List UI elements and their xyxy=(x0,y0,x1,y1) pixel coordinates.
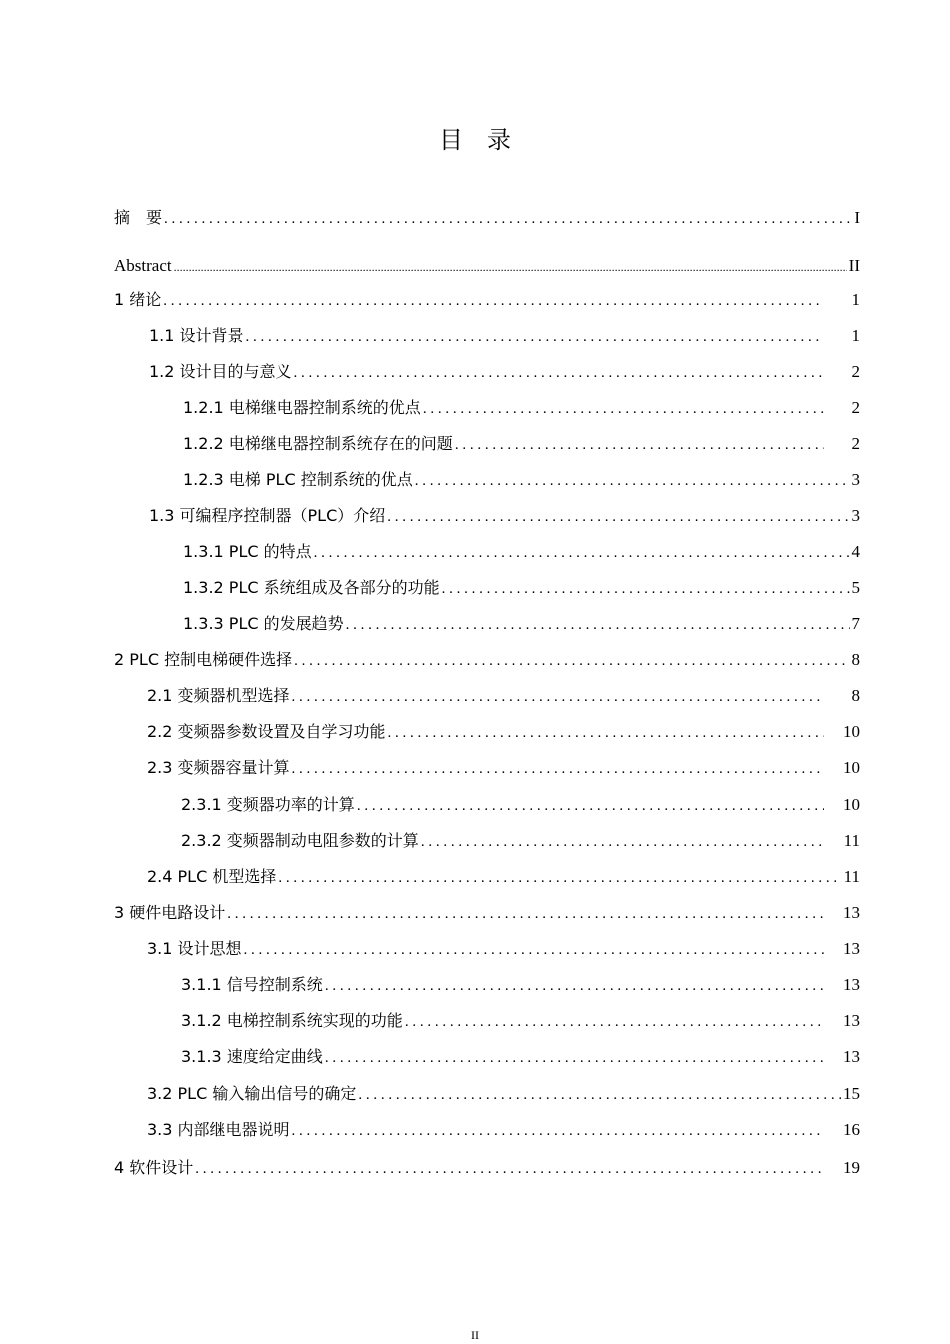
toc-entry-1-1[interactable] xyxy=(149,324,860,348)
toc-entry-label: 4 软件设计 xyxy=(114,1158,194,1177)
toc-entry-1-3-1[interactable] xyxy=(183,540,860,564)
toc-leader-dots xyxy=(227,902,824,926)
toc-leader-dots xyxy=(325,1046,824,1070)
toc-entry-2-3-2[interactable] xyxy=(181,829,860,853)
toc-entry-chapter-3[interactable] xyxy=(114,901,860,925)
toc-leader-dots xyxy=(415,469,850,493)
toc-entry-1-3-2[interactable] xyxy=(183,576,860,600)
toc-entry-chapter-4[interactable] xyxy=(114,1156,860,1180)
toc-entry-label: Abstract xyxy=(114,256,172,275)
toc-entry-label: 3.1 设计思想 xyxy=(147,939,242,958)
toc-entry-1-3[interactable] xyxy=(149,504,860,528)
toc-entry-2-3[interactable] xyxy=(147,756,860,780)
toc-entry-label: 3.3 内部继电器说明 xyxy=(147,1120,290,1139)
toc-entry-page: 1 xyxy=(851,290,860,309)
toc-entry-label: 1.3.3 PLC 的发展趋势 xyxy=(183,614,344,633)
toc-leader-dots xyxy=(244,938,824,962)
toc-entry-page: 4 xyxy=(851,542,860,561)
toc-entry-page: 13 xyxy=(843,975,860,994)
toc-entry-label: 1.2 设计目的与意义 xyxy=(149,362,292,381)
toc-entry-label: 1 绪论 xyxy=(114,290,162,309)
footer-page-number: II xyxy=(471,1328,479,1342)
toc-entry-label: 3 硬件电路设计 xyxy=(114,903,226,922)
toc-entry-page: 13 xyxy=(843,1047,860,1066)
toc-entry-1-2[interactable] xyxy=(149,360,860,384)
toc-entry-page: 19 xyxy=(843,1158,860,1177)
toc-leader-dots xyxy=(421,830,824,854)
toc-entry-3-3[interactable] xyxy=(147,1118,860,1142)
toc-entry-label: 2.1 变频器机型选择 xyxy=(147,686,290,705)
toc-entry-label: 3.1.1 信号控制系统 xyxy=(181,975,323,994)
toc-entry-page: 13 xyxy=(843,1011,860,1030)
toc-entry-page: 10 xyxy=(843,758,860,777)
toc-entry-abstract-en[interactable] xyxy=(114,254,860,278)
toc-entry-page: 2 xyxy=(851,362,860,381)
toc-leader-dots xyxy=(442,577,850,601)
toc-entry-page: 8 xyxy=(851,650,860,669)
toc-entry-page: 10 xyxy=(843,722,860,741)
toc-entry-3-2[interactable] xyxy=(147,1082,860,1106)
toc-entry-label: 3.1.3 速度给定曲线 xyxy=(181,1047,323,1066)
toc-entry-label: 3.2 PLC 输入输出信号的确定 xyxy=(147,1084,357,1103)
toc-entry-page: 10 xyxy=(843,795,860,814)
toc-entry-2-4[interactable] xyxy=(147,865,860,889)
toc-entry-1-2-3[interactable] xyxy=(183,468,860,492)
toc-leader-dots xyxy=(174,255,847,279)
toc-entry-label: 3.1.2 电梯控制系统实现的功能 xyxy=(181,1011,403,1030)
toc-entry-label: 2.4 PLC 机型选择 xyxy=(147,867,277,886)
toc-leader-dots xyxy=(423,397,824,421)
toc-entry-page: 11 xyxy=(843,867,860,886)
toc-entry-3-1-1[interactable] xyxy=(181,973,860,997)
toc-entry-page: 7 xyxy=(851,614,860,633)
toc-entry-3-1-2[interactable] xyxy=(181,1009,860,1033)
toc-entry-2-2[interactable] xyxy=(147,720,860,744)
toc-entry-label: 1.3.2 PLC 系统组成及各部分的功能 xyxy=(183,578,440,597)
toc-entry-3-1-3[interactable] xyxy=(181,1045,860,1069)
toc-leader-dots xyxy=(346,613,850,637)
toc-leader-dots xyxy=(246,325,824,349)
toc-entry-page: 3 xyxy=(851,506,860,525)
toc-entry-page: 2 xyxy=(851,398,860,417)
toc-entry-page: 13 xyxy=(843,939,860,958)
toc-entry-page: 15 xyxy=(843,1084,860,1103)
toc-entry-1-2-2[interactable] xyxy=(183,432,860,456)
toc-leader-dots xyxy=(164,207,852,231)
toc-leader-dots xyxy=(294,649,849,673)
toc-leader-dots xyxy=(325,974,824,998)
toc-entry-1-3-3[interactable] xyxy=(183,612,860,636)
toc-entry-page: 11 xyxy=(843,831,860,850)
toc-entry-2-3-1[interactable] xyxy=(181,793,860,817)
toc-entry-label: 1.1 设计背景 xyxy=(149,326,244,345)
toc-entry-label: 1.2.3 电梯 PLC 控制系统的优点 xyxy=(183,470,413,489)
toc-entry-2-1[interactable] xyxy=(147,684,860,708)
toc-entry-label: 2.3.2 变频器制动电阻参数的计算 xyxy=(181,831,419,850)
toc-entry-label: 2.2 变频器参数设置及自学习功能 xyxy=(147,722,386,741)
toc-entry-label: 2 PLC 控制电梯硬件选择 xyxy=(114,650,293,669)
toc-entry-label: 2.3 变频器容量计算 xyxy=(147,758,290,777)
toc-leader-dots xyxy=(292,757,824,781)
toc-entry-page: II xyxy=(848,256,860,275)
toc-entry-page: 3 xyxy=(851,470,860,489)
page-title: 目 录 xyxy=(439,126,511,154)
toc-entry-label: 摘 要 xyxy=(114,208,163,227)
toc-entry-label: 1.3.1 PLC 的特点 xyxy=(183,542,312,561)
toc-entry-page: 1 xyxy=(851,326,860,345)
toc-entry-page: 5 xyxy=(851,578,860,597)
toc-leader-dots xyxy=(292,685,824,709)
toc-leader-dots xyxy=(314,541,850,565)
toc-entry-page: 8 xyxy=(851,686,860,705)
toc-entry-label: 1.2.1 电梯继电器控制系统的优点 xyxy=(183,398,421,417)
toc-leader-dots xyxy=(292,1119,824,1143)
toc-entry-label: 1.3 可编程序控制器（PLC）介绍 xyxy=(149,506,386,525)
toc-entry-1-2-1[interactable] xyxy=(183,396,860,420)
toc-entry-page: 2 xyxy=(851,434,860,453)
toc-leader-dots xyxy=(388,721,824,745)
toc-leader-dots xyxy=(195,1157,824,1181)
toc-leader-dots xyxy=(405,1010,824,1034)
toc-leader-dots xyxy=(455,433,824,457)
toc-leader-dots xyxy=(387,505,849,529)
toc-entry-chapter-2[interactable] xyxy=(114,648,860,672)
toc-leader-dots xyxy=(358,1083,841,1107)
toc-leader-dots xyxy=(357,794,824,818)
toc-entry-label: 1.2.2 电梯继电器控制系统存在的问题 xyxy=(183,434,453,453)
toc-entry-page: 13 xyxy=(843,903,860,922)
toc-leader-dots xyxy=(294,361,824,385)
toc-leader-dots xyxy=(163,289,824,313)
toc-entry-abstract-cn[interactable] xyxy=(114,206,860,230)
toc-entry-page: 16 xyxy=(843,1120,860,1139)
toc-leader-dots xyxy=(278,866,841,890)
toc-entry-3-1[interactable] xyxy=(147,937,860,961)
toc-entry-chapter-1[interactable] xyxy=(114,288,860,312)
toc-entry-page: I xyxy=(854,208,860,227)
toc-entry-label: 2.3.1 变频器功率的计算 xyxy=(181,795,355,814)
